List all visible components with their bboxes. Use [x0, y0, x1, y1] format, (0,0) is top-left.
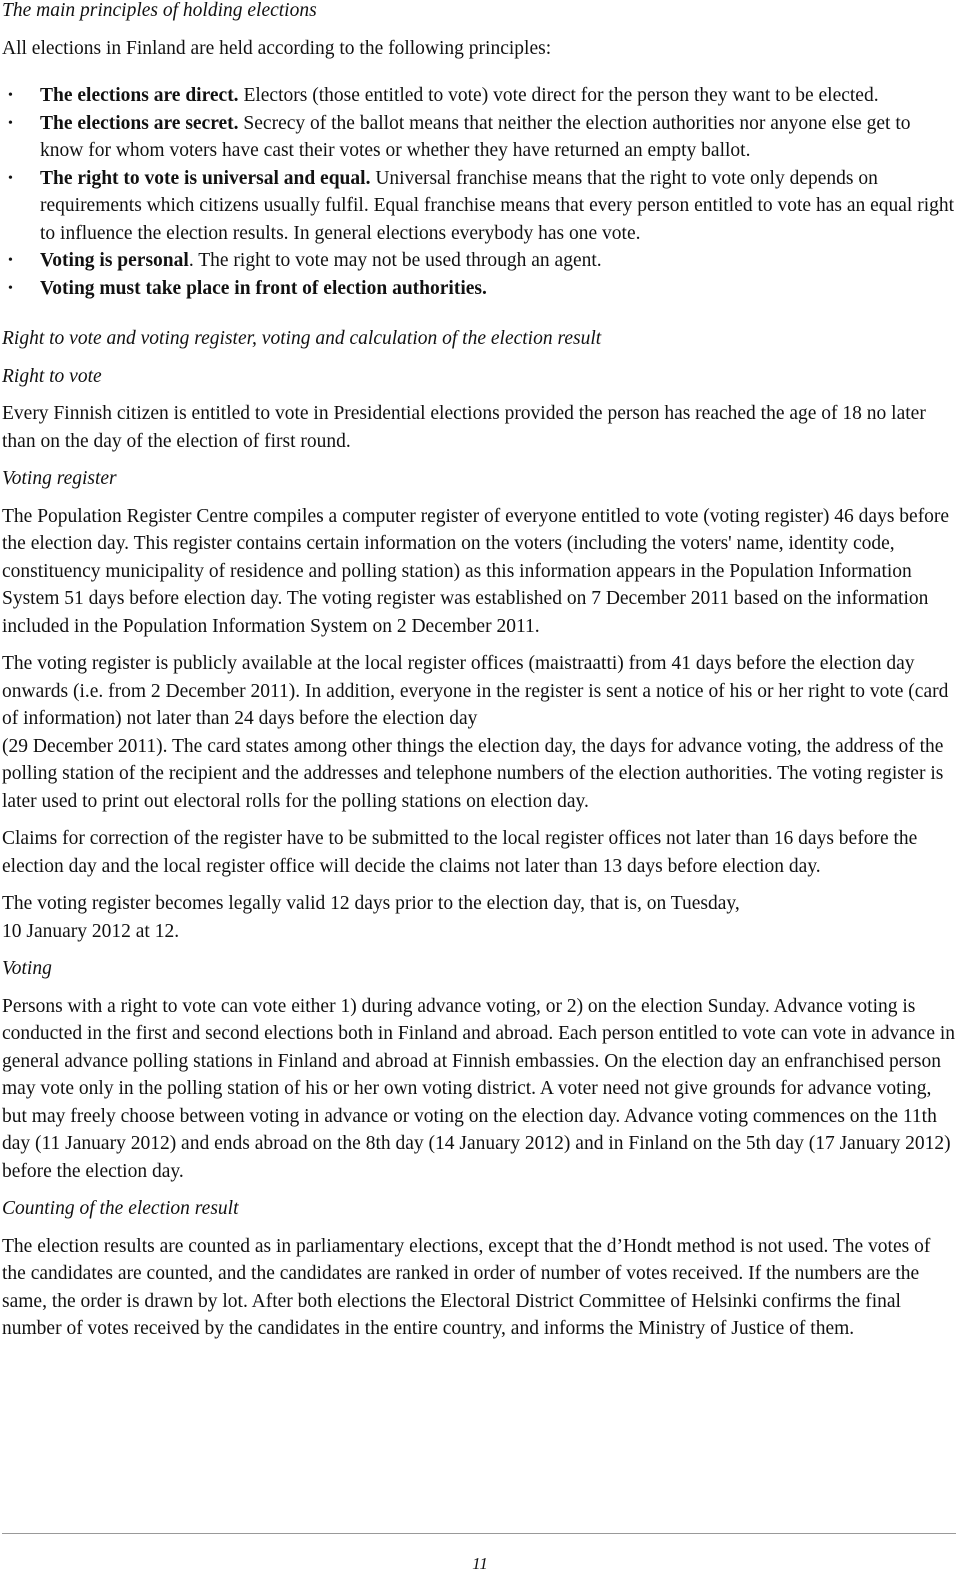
- list-item: [2, 82, 956, 110]
- principle-title: Voting is personal: [40, 250, 189, 271]
- principle-title: Voting must take place in front of election authorities.: [40, 277, 487, 299]
- bullet-icon: •: [8, 253, 13, 268]
- voting-body: Persons with a right to vote can vote either 1) during advance voting, or 2) on the election Sunday. Advance voting is conducted in the first and second elections both in Finland and abroad. Each person entitled to vote can vote in advance in general advance polling stations in Finland and abroad at Finnish embassies. On the election day an enfranchised person may vote only in the polling station of his or her own voting district. A voter need not give grounds for advance voting, but may freely choose between voting in advance or voting on the election day. Advance voting commences on the 11th day (11 January 2012) and ends abroad on the 8th day (14 January 2012) and in Finland on the 5th day (17 January 2012) before the election day.: [2, 995, 956, 1182]
- paragraph-line: The voting register is publicly available at the local register offices (maistraatti) from 41 days before the election day onwards (i.e. from 2 December 2011). In addition, everyone in the register is sent a notice of his or her right to vote (card of information) not later than 24 days before the election day: [2, 653, 949, 729]
- document-page: [2, 0, 956, 1343]
- footer-divider: [2, 1533, 956, 1534]
- counting-heading: Counting of the election result: [2, 1198, 239, 1219]
- section2-title: Right to vote and voting register, voting and calculation of the election result: [2, 328, 602, 349]
- voting-register-paragraph-2: [2, 650, 956, 815]
- list-item: [2, 110, 956, 165]
- principle-title: The elections are direct.: [40, 85, 239, 106]
- principle-text: Universal franchise means that the right to vote only depends on requirements which citizens usually fulfil. Equal franchise means that every person entitled to vote has an equal right to influence the election results. In general elections everybody has one vote.: [40, 167, 955, 244]
- list-item: [2, 275, 956, 303]
- principle-text: Secrecy of the ballot means that neither the election authorities nor anyone else get to know for whom voters have cast their votes or whether they have returned an empty ballot.: [40, 112, 911, 161]
- principle-title: The elections are secret.: [40, 112, 239, 134]
- bullet-icon: •: [8, 115, 13, 131]
- right-to-vote-heading: Right to vote: [2, 365, 102, 387]
- section-title: The main principles of holding elections: [2, 0, 317, 21]
- voting-heading: Voting: [2, 958, 52, 979]
- list-item: [2, 247, 956, 275]
- list-item: [2, 165, 956, 248]
- paragraph-line: 10 January 2012 at 12.: [2, 920, 180, 942]
- principles-list: [2, 82, 956, 302]
- right-to-vote-body: Every Finnish citizen is entitled to vote in Presidential elections provided the person has reached the age of 18 no later than on the day of the election of first round.: [2, 403, 926, 452]
- voting-register-paragraph-4: [2, 890, 956, 945]
- voting-register-paragraph-1: The Population Register Centre compiles a computer register of everyone entitled to vote (voting register) 46 days before the election day. This register contains certain information on the voters (including the voters' name, identity code, constituency municipality of residence and polling station) as this information appears in the Population Information System 51 days before election day. The voting register was established on 7 December 2011 based on the information included in the Population Information System on 2 December 2011.: [2, 505, 950, 637]
- intro-text: All elections in Finland are held according to the following principles:: [2, 37, 552, 59]
- principle-text: . The right to vote may not be used through an agent.: [188, 250, 602, 271]
- bullet-icon: •: [8, 170, 13, 186]
- page-number: 11: [472, 1554, 488, 1573]
- voting-register-heading: Voting register: [2, 468, 117, 489]
- bullet-icon: •: [8, 280, 13, 296]
- bullet-icon: •: [8, 88, 13, 103]
- voting-register-paragraph-3: Claims for correction of the register have to be submitted to the local register offices not later than 16 days before the election day and the local register office will decide the claims not later than 13 days before election day.: [2, 828, 918, 877]
- principle-text: Electors (those entitled to vote) vote direct for the person they want to be elected.: [238, 85, 879, 106]
- paragraph-line: The voting register becomes legally valid 12 days prior to the election day, that is, on Tuesday,: [2, 893, 740, 914]
- principle-title: The right to vote is universal and equal.: [40, 167, 371, 189]
- paragraph-line: (29 December 2011). The card states among other things the election day, the days for advance voting, the address of the polling station of the recipient and the addresses and telephone numbers of the election authorities. The voting register is later used to print out electoral rolls for the polling stations on election day.: [2, 735, 944, 812]
- counting-body: The election results are counted as in parliamentary elections, except that the d’Hondt method is not used. The votes of the candidates are counted, and the candidates are ranked in order of number of votes received. If the numbers are the same, the order is drawn by lot. After both elections the Electoral District Committee of Helsinki confirms the final number of votes received by the candidates in the entire country, and informs the Ministry of Justice of them.: [2, 1235, 931, 1339]
